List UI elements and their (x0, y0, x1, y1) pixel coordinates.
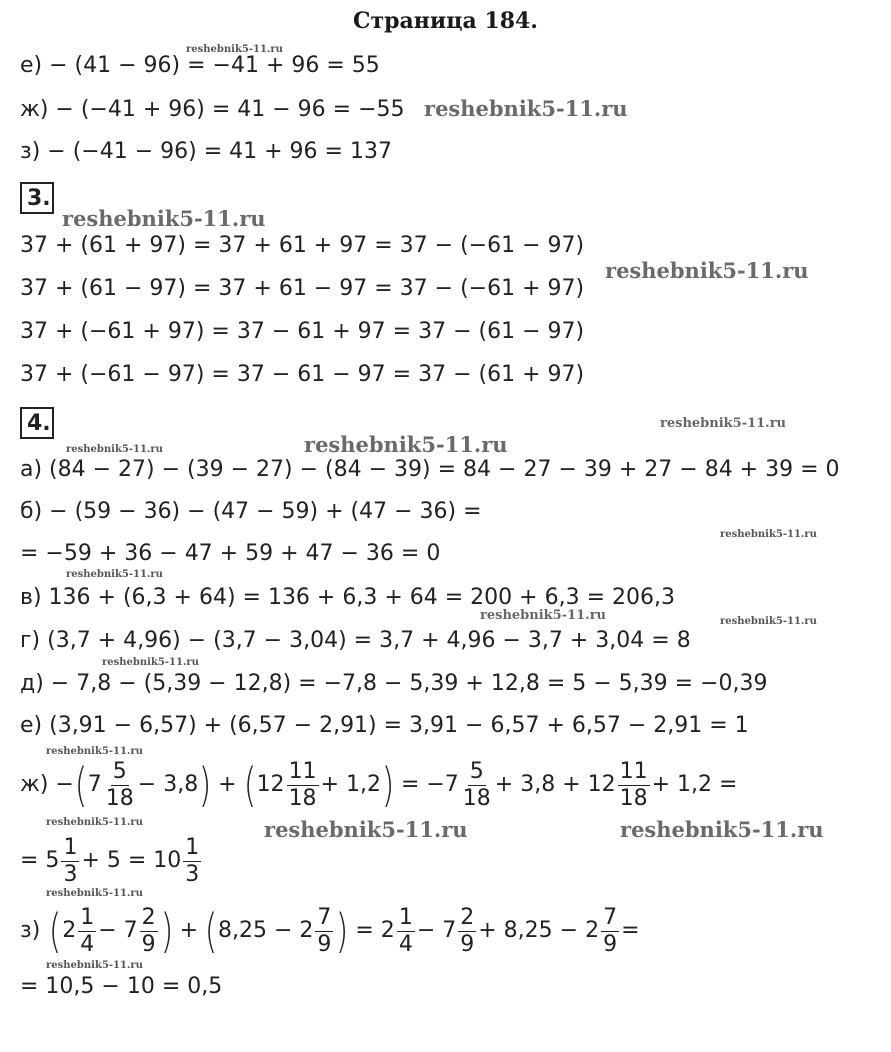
numerator: 5 (112, 758, 127, 784)
fraction (78, 905, 96, 958)
denominator: 3 (185, 861, 200, 887)
zh2-b: + 5 = 10 (81, 848, 182, 873)
z-m3: + 8,25 − 2 (478, 918, 600, 943)
task4-line-z (20, 899, 640, 963)
task3-line-3: 37 + (−61 + 97) = 37 − 61 + 97 = 37 − (61 − 97) (20, 319, 585, 344)
fraction (397, 905, 415, 958)
zh-prefix: ж) − (20, 772, 74, 797)
open-paren: ( (74, 758, 88, 812)
denominator: 18 (288, 785, 317, 811)
close-paren: ) (336, 904, 349, 958)
z-end: = (621, 918, 640, 943)
numerator: 7 (317, 904, 332, 930)
close-paren: ) (160, 904, 173, 958)
z-plus: + (179, 918, 199, 943)
watermark: reshebnik5-11.ru (304, 432, 508, 457)
task-number-3: 3. (20, 182, 54, 214)
fraction (618, 759, 650, 812)
fraction (315, 905, 333, 958)
numerator: 11 (619, 758, 648, 784)
z-a2: 8,25 − 2 (218, 918, 314, 943)
close-paren: ) (198, 758, 212, 812)
watermark: reshebnik5-11.ru (186, 44, 283, 55)
numerator: 5 (469, 758, 484, 784)
z-prefix: з) (20, 918, 41, 943)
fraction (601, 905, 619, 958)
watermark: reshebnik5-11.ru (62, 206, 266, 231)
denominator: 3 (63, 861, 78, 887)
numerator: 11 (288, 758, 317, 784)
numerator: 1 (80, 904, 95, 930)
watermark: reshebnik5-11.ru (620, 817, 824, 842)
fraction (458, 905, 476, 958)
close-paren: ) (381, 758, 395, 812)
open-paren: ( (48, 904, 62, 958)
fraction (287, 759, 319, 812)
fraction (140, 905, 158, 958)
task4-line-v: в) 136 + (6,3 + 64) = 136 + 6,3 + 64 = 200 + 6,3 = 206,3 (20, 585, 675, 610)
watermark: reshebnik5-11.ru (46, 746, 143, 757)
task4-line-z2: = 10,5 − 10 = 0,5 (20, 974, 223, 999)
z-minus-1: − 7 (98, 918, 138, 943)
fraction (61, 835, 79, 888)
open-paren: ( (204, 904, 218, 958)
watermark: reshebnik5-11.ru (66, 569, 163, 580)
task3-line-2: 37 + (61 − 97) = 37 + 61 − 97 = 37 − (−61 + 97) (20, 276, 585, 301)
task-number-4: 4. (20, 407, 54, 439)
zh2-a: = 5 (20, 848, 60, 873)
watermark: reshebnik5-11.ru (46, 960, 143, 971)
numerator: 2 (141, 904, 156, 930)
task4-line-a: а) (84 − 27) − (39 − 27) − (84 − 39) = 84 − 27 − 39 + 27 − 84 + 39 = 0 (20, 457, 840, 482)
watermark: reshebnik5-11.ru (264, 817, 468, 842)
watermark: reshebnik5-11.ru (424, 96, 628, 121)
watermark: reshebnik5-11.ru (720, 616, 817, 627)
task4-line-d: д) − 7,8 − (5,39 − 12,8) = −7,8 − 5,39 + 12,8 = 5 − 5,39 = −0,39 (20, 671, 768, 696)
numerator: 1 (185, 834, 200, 860)
task4-line-e: е) (3,91 − 6,57) + (6,57 − 2,91) = 3,91 − 6,57 + 6,57 − 2,91 = 1 (20, 713, 749, 738)
watermark: reshebnik5-11.ru (605, 258, 809, 283)
denominator: 18 (462, 785, 491, 811)
zh-term-1: − 3,8 (137, 772, 199, 797)
fraction (104, 759, 136, 812)
zh-mid: + 3,8 + 12 (494, 772, 616, 797)
numerator: 7 (603, 904, 618, 930)
z-whole-1: 2 (62, 918, 77, 943)
z-eq: = 2 (355, 918, 395, 943)
zh-plus: + (218, 772, 237, 797)
denominator: 9 (603, 931, 618, 957)
solution-line-e-prev: е) − (41 − 96) = −41 + 96 = 55 (20, 53, 380, 78)
zh-whole-1: 7 (87, 772, 102, 797)
watermark: reshebnik5-11.ru (660, 416, 787, 431)
task4-line-zh2 (20, 829, 203, 893)
denominator: 4 (80, 931, 95, 957)
numerator: 1 (398, 904, 413, 930)
denominator: 18 (619, 785, 648, 811)
task4-line-g: г) (3,7 + 4,96) − (3,7 − 3,04) = 3,7 + 4,96 − 3,7 + 3,04 = 8 (20, 628, 691, 653)
task4-line-b1: б) − (59 − 36) − (47 − 59) + (47 − 36) = (20, 499, 482, 524)
fraction (461, 759, 493, 812)
zh-eq: = −7 (400, 772, 459, 797)
z-minus-2: − 7 (416, 918, 457, 943)
page-title: Страница 184. (353, 8, 538, 34)
denominator: 9 (141, 931, 156, 957)
watermark: reshebnik5-11.ru (102, 657, 199, 668)
denominator: 9 (460, 931, 475, 957)
zh-term-2: + 1,2 (320, 772, 381, 797)
denominator: 9 (317, 931, 332, 957)
open-paren: ( (243, 758, 256, 812)
zh-end: + 1,2 = (651, 772, 738, 797)
task3-line-4: 37 + (−61 − 97) = 37 − 61 − 97 = 37 − (61 + 97) (20, 362, 585, 387)
watermark: reshebnik5-11.ru (46, 817, 143, 828)
task4-line-b2: = −59 + 36 − 47 + 59 + 47 − 36 = 0 (20, 541, 441, 566)
watermark: reshebnik5-11.ru (720, 529, 817, 540)
watermark: reshebnik5-11.ru (480, 608, 607, 623)
denominator: 4 (398, 931, 413, 957)
solution-line-z-prev: з) − (−41 − 96) = 41 + 96 = 137 (20, 139, 392, 164)
task3-line-1: 37 + (61 + 97) = 37 + 61 + 97 = 37 − (−61 − 97) (20, 233, 585, 258)
fraction (183, 835, 201, 888)
numerator: 1 (63, 834, 78, 860)
zh-whole-2: 12 (256, 772, 285, 797)
denominator: 18 (105, 785, 134, 811)
solution-line-zh-prev: ж) − (−41 + 96) = 41 − 96 = −55 (20, 97, 405, 122)
task4-line-zh (20, 753, 737, 817)
watermark: reshebnik5-11.ru (66, 444, 163, 455)
watermark: reshebnik5-11.ru (46, 888, 143, 899)
numerator: 2 (460, 904, 475, 930)
